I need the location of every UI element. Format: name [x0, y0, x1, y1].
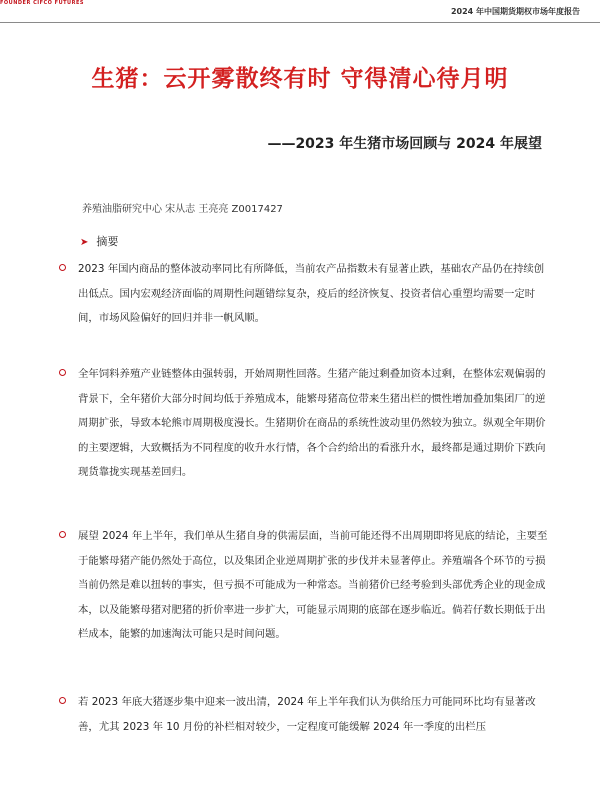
abstract-paragraph: 展望 2024 年上半年，我们单从生猪自身的供需层面，当前可能还得不出周期即将见底的结论，主要至于能繁母猪产能仍然处于高位，以及集团企业逆周期扩张的步伐并未显著停止。养殖端各个环节的亏损当前仍然是难以扭转的事实，但亏损不可能成为一种常态。当前猪价已经考验到头部优秀企业的现金成本，以及能繁母猪对肥猪的折价率进一步扩大，可能显示周期的底部在逐步临近。倘若仔数长期低于出栏成本，能繁的加速淘汰可能只是时间问题。 [78, 530, 548, 640]
brand-logo: FOUNDER CIFCO FUTURES [0, 0, 84, 6]
section-label: 摘要 [96, 235, 119, 248]
abstract-paragraph: 若 2023 年底大猪逐步集中迎来一波出清，2024 年上半年我们认为供给压力可能同环比均有显著改善，尤其 2023 年 10 月份的补栏相对较少，一定程度可能缓解 2024 年一季度的出栏压 [78, 696, 536, 733]
arrow-bullet-icon: ➤ [80, 237, 89, 248]
page-header [0, 0, 600, 23]
circle-bullet-icon [59, 369, 66, 376]
abstract-paragraph: 全年饲料养殖产业链整体由强转弱，开始周期性回落。生猪产能过剩叠加资本过剩，在整体宏观偏弱的背景下，全年猪价大部分时间均低于养殖成本，能繁母猪高位带来生猪出栏的惯性增加叠加集团厂的逆周期扩张，导致本轮熊市周期极度漫长。生猪期价在商品的系统性波动里仍然较为独立。纵观全年期价的主要逻辑，大致概括为不同程度的收升水行情，各个合约给出的看涨升水，最终都是通过期价下跌向现货靠拢实现基差回归。 [78, 368, 546, 478]
section-heading-abstract [80, 233, 118, 249]
report-name: 2024 年中国期货期权市场年度报告 [450, 7, 580, 16]
document-title: 生猪：云开雾散终有时 守得清心待月明 [91, 66, 509, 92]
document-subtitle: ——2023 年生猪市场回顾与 2024 年展望 [267, 136, 542, 152]
author-line: 养殖油脂研究中心 宋从志 王亮亮 Z0017427 [82, 204, 283, 215]
circle-bullet-icon [59, 264, 66, 271]
circle-bullet-icon [59, 531, 66, 538]
circle-bullet-icon [59, 697, 66, 704]
abstract-paragraph: 2023 年国内商品的整体波动率同比有所降低，当前农产品指数未有显著止跌，基础农产品仍在持续创出低点。国内宏观经济面临的周期性问题错综复杂，疫后的经济恢复、投资者信心重塑均需要一定时间，市场风险偏好的回归并非一帆风顺。 [78, 263, 545, 324]
